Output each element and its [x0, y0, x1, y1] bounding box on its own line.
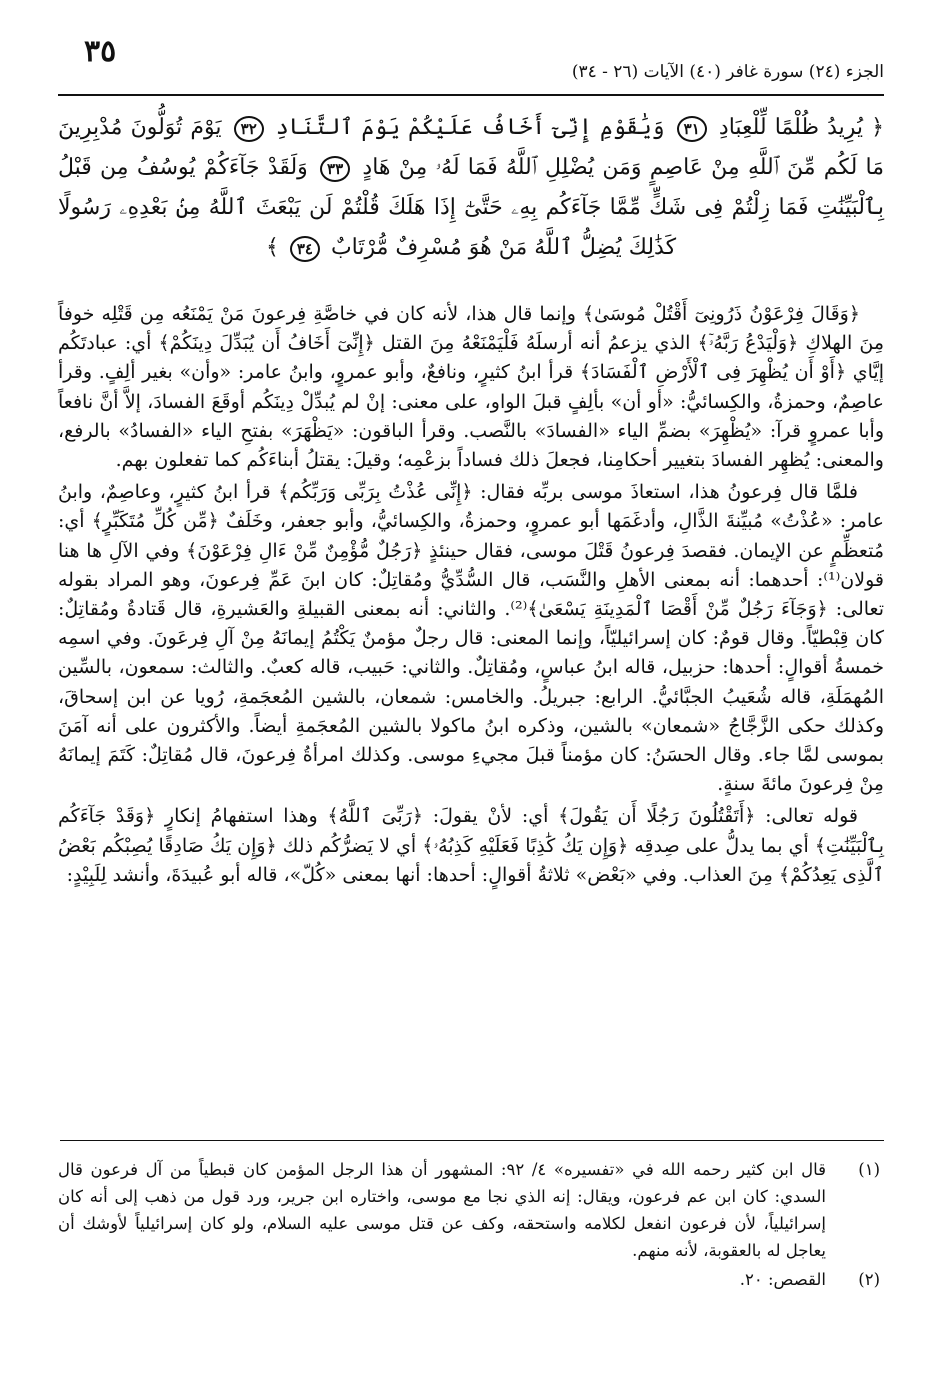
footnote-1 — [58, 1156, 884, 1264]
verse-text: يَوْمَ تُوَلُّونَ مُدْبِرِينَ مَا لَكُم مِّنَ ٱللَّهِ مِنْ عَاصِمٍ وَمَن يُضْلِلِ ٱللَّهُ فَمَا لَهُۥ مِنْ هَادٍ — [58, 115, 884, 180]
footnote-text: قال ابن كثير رحمه الله في «تفسيره» ٤/ ٩٢: المشهور أن هذا الرجل المؤمن كان قبطياً من آل فرعون قال السدي: كان ابن عم فرعون، ويقال: إنه الذي نجا مع موسى، واختاره ابن جرير، ورد قول من ذهب إلى أنه كان إسرائيلياً، لأن فرعون انفعل لكلامه واستحقه، وكف عن قتل موسى عليه السلام، ولو كان إسرائيلياً لأوشك أن يعاجل له بالعقوبة، لأنه منهم. — [58, 1160, 826, 1260]
verse-text: وَيَٰقَوْمِ إِنِّىٓ أَخَافُ عَلَيْكُمْ يَوْمَ ٱلتَّنَادِ — [275, 115, 665, 140]
verse-number-marker: ٣٢ — [234, 116, 264, 142]
page-number: ٣٥ — [84, 34, 117, 69]
verse-text: وَلَقَدْ جَآءَكُمْ يُوسُفُ مِن قَبْلُ بِٱلْبَيِّنَٰتِ فَمَا زِلْتُمْ فِى شَكٍّ مِّمَّا جَآءَكُم بِهِۦ حَتَّىٰٓ إِذَا هَلَكَ قُلْتُمْ لَن يَبْعَثَ ٱللَّهُ مِنۢ بَعْدِهِۦ رَسُولًا كَذَٰلِكَ يُضِلُّ ٱللَّهُ مَنْ هُوَ مُسْرِفٌ مُّرْتَابٌ — [58, 155, 884, 260]
verse-32 — [222, 115, 665, 140]
verse-31 — [665, 115, 885, 140]
footnote-text: القصص: ٢٠. — [739, 1270, 826, 1289]
verse-text: ﴿ يُرِيدُ ظُلْمًا لِّلْعِبَادِ — [718, 115, 885, 140]
commentary-paragraph: ﴿وَقَالَ فِرْعَوْنُ ذَرُونِىٓ أَقْتُلْ مُوسَىٰ﴾ وإنما قال هذا، لأنه كان في خاصَّةِ فِرعونَ مَنْ يَمْنَعُه مِن قَتْلِه خوفاً مِنَ الهلاكِ ﴿وَلْيَدْعُ رَبَّهُۥٓ﴾ الذي يزعمُ أنه أرسلَهُ فَلْيَمْنَعْهُ مِنَ القتل ﴿إِنِّىٓ أَخَافُ أَن يُبَدِّلَ دِينَكُمْ﴾ أي: عبادتَكُم إيَّاي ﴿أَوْ أَن يُظْهِرَ فِى ٱلْأَرْضِ ٱلْفَسَادَ﴾ قرأ ابنُ كثيرٍ، ونافعٌ، وأبو عمروٍ، وابنُ عامر: «وأن» بغير ألِفٍ. وقرأ عاصِمٌ، وحمزةُ، والكِسائيُّ: «أو أن» بألِفٍ قبلَ الواو، على معنى: إنْ لم يُبدِّلْ دِينَكُم أوقَعَ الفسادَ، إلاَّ أنَّ نافعاً وأبا عمروٍ قرآ: «يُظْهِرَ» بضمِّ الياء «الفسادَ» بالنَّصب. وقرأ الباقون: «يَظْهَرَ» بفتحِ الياء «الفسادُ» بالرفع، والمعنى: يُظهِر الفسادَ بتغيير أحكامِنا، فجعلَ ذلك فساداً بزعْمِه؛ وقيلَ: يقتلُ أبناءَكُم كما تفعلون بهم. — [58, 303, 884, 472]
running-head: الجزء (٢٤) سورة غافر (٤٠) الآيات (٢٦ - ٣٤) — [571, 62, 884, 82]
quran-verses-block — [58, 108, 884, 268]
verse-close-bracket: ﴾ — [265, 235, 279, 260]
footnote-rule — [60, 1140, 884, 1141]
footnote-number: (٢) — [858, 1270, 880, 1289]
verse-number-marker: ٣٤ — [290, 236, 320, 262]
footnote-2 — [58, 1266, 884, 1293]
commentary-paragraph: قوله تعالى: ﴿أَتَقْتُلُونَ رَجُلًا أَن يَقُولَ﴾ أي: لأنْ يقولَ: ﴿رَبِّىَ ٱللَّهُ﴾ وهذا استفهامُ إنكارٍ ﴿وَقَدْ جَآءَكُم بِٱلْبَيِّنَٰتِ﴾ أي بما يدلُّ على صِدقِه ﴿وَإِن يَكُ كَٰذِبًا فَعَلَيْهِ كَذِبُهُۥ﴾ أي لا يَضرُّكُم ذلك ﴿وَإِن يَكُ صَادِقًا يُصِبْكُم بَعْضُ ٱلَّذِى يَعِدُكُمْ﴾ مِنَ العذاب. وفي «بَعْض» ثلاثةُ أقوالٍ: أحدها: أنها بمعنى «كُلّ»، قاله أبو عُبيدَةَ، وأنشد لِلَبِيْدٍ: — [58, 805, 884, 886]
verse-number-marker: ٣٣ — [320, 156, 350, 182]
tafsir-commentary — [58, 300, 884, 893]
footnotes — [58, 1156, 884, 1295]
header-rule — [58, 94, 884, 96]
footnote-number: (١) — [858, 1160, 880, 1179]
commentary-paragraph: فلمَّا قال فِرعونُ هذا، استعاذَ موسى بربِّه فقال: ﴿إِنِّى عُذْتُ بِرَبِّى وَرَبِّكُم﴾ قرأ ابنُ كثيرٍ، وعاصِمٌ، وابنُ عامر: «عُذْتُ» مُبيِّنةَ الذَّالِ، وأدغَمَها أبو عمروٍ، وحمزةُ، والكِسائيُّ، وأبو جعفر، وخَلَفٌ ﴿مِّن كُلِّ مُتَكَبِّرٍ﴾ أي: مُتعظِّمٍ عن الإيمان. فقصدَ فِرعونُ قَتْلَ موسى، فقال حينئذٍ ﴿رَجُلٌ مُّؤْمِنٌ مِّنْ ءَالِ فِرْعَوْنَ﴾ وفي الآلِ ها هنا قولان⁽¹⁾: أحدهما: أنه بمعنى الأهلِ والنَّسَب، قال السُّدِّيُّ ومُقاتِلٌ: كان ابنَ عَمِّ فِرعونَ، وهو المراد بقوله تعالى: ﴿وَجَآءَ رَجُلٌ مِّنْ أَقْصَا ٱلْمَدِينَةِ يَسْعَىٰ﴾⁽²⁾. والثاني: أنه بمعنى القبيلةِ والعَشيرةِ، قال قَتادةُ ومُقاتِلٌ: كان قِبْطيّاً. وقال قومٌ: كان إسرائيليّاً، وإنما المعنى: قال رجلٌ مؤمنٌ يَكْتُمُ إيمانَهُ مِنْ آلِ فِرعَونَ. وفي اسمِه خمسةُ أقوالٍ: أحدها: حزبيل، قاله ابنُ عباسٍ، ومُقاتِلٌ. والثاني: حَبيب، قاله كعبٌ. والثالث: سمعون، بالسِّين المُهمَلَةِ، قاله شُعَيبُ الجبَّائيُّ. الرابع: جبريلُ. والخامس: شمعان، بالشين المُعجَمةِ، رُويا عن ابن إسحاقَ، وكذلك حكى الزَّجَّاجُ «شمعان» بالشين، وذكره ابنُ ماكولا بالشين المُعجَمةِ أيضاً. والأكثرون على أنه آمَنَ بموسى لمَّا جاء. وقال الحسَنُ: كان مؤمناً قبلَ مجيءِ موسى. وكذلك امرأةُ فِرعونَ، قال مُقاتِلٌ: كَتَمَ إيمانَهُ مِنْ فِرعونَ مائةَ سنةٍ. — [58, 481, 884, 796]
verse-number-marker: ٣١ — [677, 116, 707, 142]
